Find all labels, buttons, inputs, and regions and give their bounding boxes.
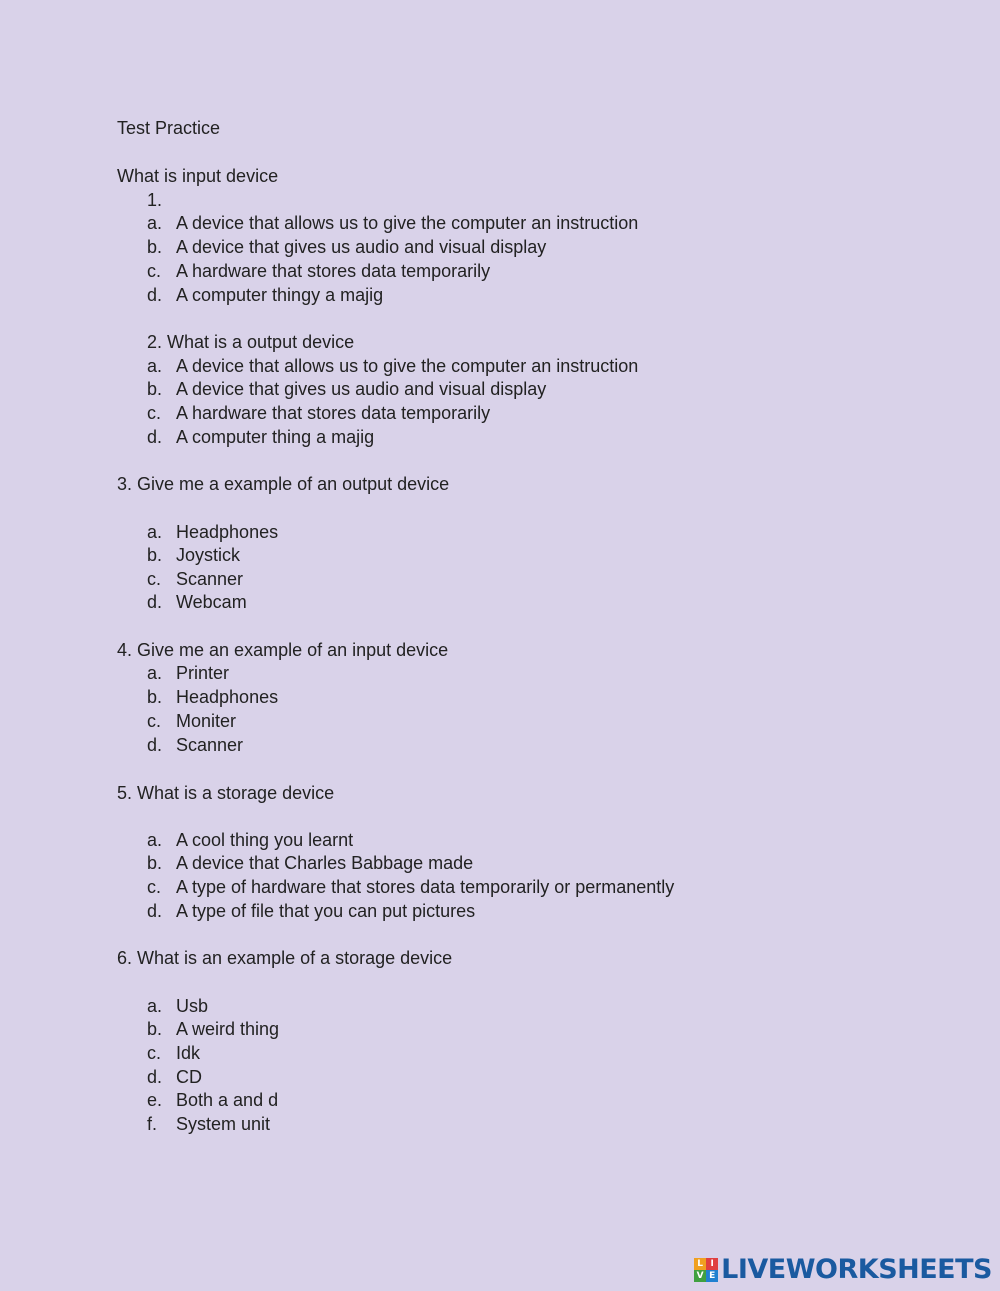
option-letter: c.: [147, 877, 162, 897]
option-text: A device that allows us to give the computer an instruction: [176, 213, 639, 233]
question-6-option-c[interactable]: [147, 1042, 200, 1064]
option-text: Usb: [176, 996, 209, 1016]
option-text: A device that gives us audio and visual display: [176, 379, 547, 399]
logo-mark-icon: [694, 1258, 718, 1282]
question-3-option-b[interactable]: [147, 544, 240, 566]
option-text: CD: [176, 1067, 202, 1087]
option-text: Scanner: [176, 569, 244, 589]
option-letter: b.: [147, 1019, 163, 1039]
option-letter: b.: [147, 687, 163, 707]
question-6-option-b[interactable]: [147, 1018, 279, 1040]
option-letter: b.: [147, 237, 163, 257]
question-5-option-a[interactable]: [147, 829, 353, 851]
option-letter: b.: [147, 545, 163, 565]
logo-mark-v: V: [694, 1270, 706, 1282]
option-text: Scanner: [176, 735, 244, 755]
option-text: Headphones: [176, 522, 279, 542]
option-letter: d.: [147, 901, 163, 921]
question-6-prompt: 6. What is an example of a storage device: [117, 948, 453, 968]
question-6-option-a[interactable]: [147, 995, 208, 1017]
logo-mark-i: I: [706, 1258, 718, 1270]
option-text: A device that allows us to give the computer an instruction: [176, 356, 639, 376]
question-4-option-c[interactable]: [147, 710, 236, 732]
question-2-option-d[interactable]: [147, 426, 374, 448]
option-text: Webcam: [176, 592, 247, 612]
page-title: Test Practice: [117, 118, 221, 138]
logo-mark-l: L: [694, 1258, 706, 1270]
question-1-prompt: What is input device: [117, 166, 279, 186]
option-text: Both a and d: [176, 1090, 279, 1110]
question-2-option-a[interactable]: [147, 355, 638, 377]
option-letter: d.: [147, 592, 163, 612]
question-6-option-d[interactable]: [147, 1066, 202, 1088]
option-text: A type of file that you can put pictures: [176, 901, 476, 921]
option-letter: a.: [147, 996, 163, 1016]
liveworksheets-logo: [694, 1254, 992, 1285]
option-text: Idk: [176, 1043, 201, 1063]
option-letter: b.: [147, 853, 163, 873]
question-3-prompt: 3. Give me a example of an output device: [117, 474, 450, 494]
option-letter: c.: [147, 1043, 162, 1063]
option-text: System unit: [176, 1114, 271, 1134]
question-3-option-d[interactable]: [147, 591, 247, 613]
option-letter: a.: [147, 830, 163, 850]
option-text: A device that gives us audio and visual display: [176, 237, 547, 257]
option-text: A hardware that stores data temporarily: [176, 261, 491, 281]
option-text: A hardware that stores data temporarily: [176, 403, 491, 423]
question-4-prompt: 4. Give me an example of an input device: [117, 640, 449, 660]
question-4-option-a[interactable]: [147, 662, 229, 684]
option-letter: c.: [147, 261, 162, 281]
logo-mark-e: E: [706, 1270, 718, 1282]
question-6-option-f[interactable]: [147, 1113, 270, 1135]
option-text: A computer thing a majig: [176, 427, 375, 447]
option-letter: e.: [147, 1090, 163, 1110]
question-1-option-a[interactable]: [147, 212, 638, 234]
option-letter: c.: [147, 403, 162, 423]
question-1-option-c[interactable]: [147, 260, 490, 282]
option-text: A device that Charles Babbage made: [176, 853, 474, 873]
question-1-number: 1.: [147, 190, 163, 210]
option-letter: a.: [147, 356, 163, 376]
option-text: Joystick: [176, 545, 241, 565]
option-text: A type of hardware that stores data temporarily or permanently: [176, 877, 675, 897]
question-5-option-b[interactable]: [147, 852, 473, 874]
option-letter: d.: [147, 285, 163, 305]
question-1-option-d[interactable]: [147, 284, 383, 306]
option-letter: b.: [147, 379, 163, 399]
question-4-option-b[interactable]: [147, 686, 278, 708]
option-letter: d.: [147, 427, 163, 447]
question-6-option-e[interactable]: [147, 1089, 278, 1111]
option-letter: a.: [147, 663, 163, 683]
option-letter: a.: [147, 213, 163, 233]
question-5-option-c[interactable]: [147, 876, 674, 898]
question-3-option-a[interactable]: [147, 521, 278, 543]
option-text: Headphones: [176, 687, 279, 707]
question-1-option-b[interactable]: [147, 236, 546, 258]
option-letter: d.: [147, 1067, 163, 1087]
option-letter: c.: [147, 569, 162, 589]
question-5-prompt: 5. What is a storage device: [117, 783, 335, 803]
option-letter: d.: [147, 735, 163, 755]
option-letter: c.: [147, 711, 162, 731]
question-2-prompt: 2. What is a output device: [147, 332, 355, 352]
option-text: Moniter: [176, 711, 237, 731]
question-5-option-d[interactable]: [147, 900, 475, 922]
question-4-option-d[interactable]: [147, 734, 243, 756]
logo-text: LIVEWORKSHEETS: [721, 1254, 992, 1285]
question-2-option-b[interactable]: [147, 378, 546, 400]
option-letter: f.: [147, 1114, 158, 1134]
option-letter: a.: [147, 522, 163, 542]
question-2-option-c[interactable]: [147, 402, 490, 424]
option-text: A weird thing: [176, 1019, 280, 1039]
option-text: A cool thing you learnt: [176, 830, 354, 850]
option-text: A computer thingy a majig: [176, 285, 384, 305]
option-text: Printer: [176, 663, 230, 683]
question-3-option-c[interactable]: [147, 568, 243, 590]
